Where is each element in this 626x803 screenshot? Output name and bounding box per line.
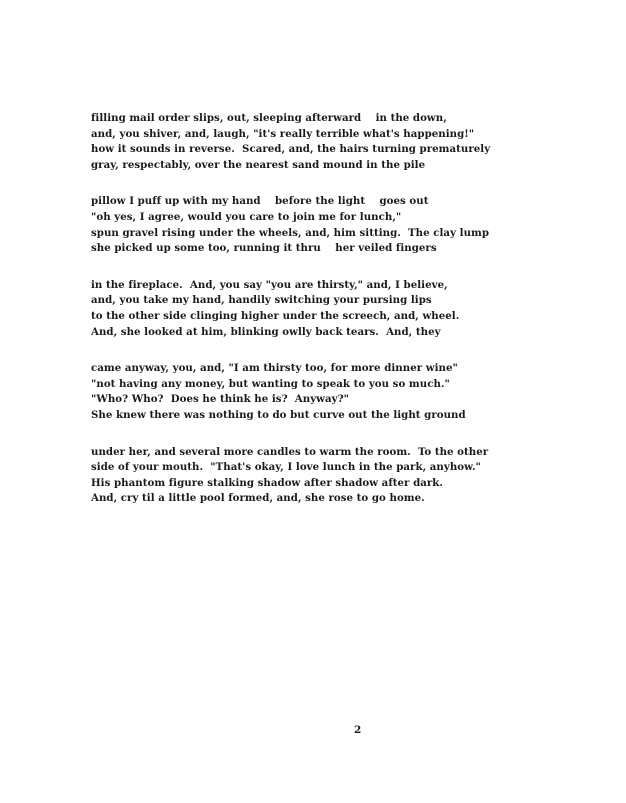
poem-line: filling mail order slips, out, sleeping afterward in the down,	[91, 112, 447, 124]
poem-line: gray, respectably, over the nearest sand mound in the pile	[91, 158, 426, 171]
stanza-2	[91, 194, 601, 256]
poem-line: His phantom figure stalking shadow after shadow after dark.	[91, 476, 444, 489]
poem-line: and, you shiver, and, laugh, "it's really terrible what's happening!"	[91, 127, 475, 140]
poem-line: And, cry til a little pool formed, and, she rose to go home.	[91, 492, 425, 505]
poem-line: "oh yes, I agree, would you care to join me for lunch,"	[91, 210, 402, 223]
page-number: 2	[354, 724, 362, 736]
poem-line: spun gravel rising under the wheels, and, him sitting. The clay lump	[91, 226, 490, 239]
poem-line: side of your mouth. "That's okay, I love lunch in the park, anyhow."	[91, 461, 481, 474]
poem-line: in the fireplace. And, you say "you are thirsty," and, I believe,	[91, 278, 448, 291]
poem-line: came anyway, you, and, "I am thirsty too, for more dinner wine"	[91, 362, 458, 375]
poem-line: "not having any money, but wanting to speak to you so much."	[91, 377, 450, 390]
stanza-4	[91, 361, 601, 423]
poem-line: "Who? Who? Does he think he is? Anyway?"	[91, 393, 349, 406]
poem-line: She knew there was nothing to do but curve out the light ground	[91, 408, 466, 421]
poem-line: and, you take my hand, handily switching your pursing lips	[91, 294, 432, 307]
poem-line: she picked up some too, running it thru her veiled fingers	[91, 242, 437, 255]
poem-line: to the other side clinging higher under the screech, and, wheel.	[91, 309, 460, 322]
stanza-1	[91, 111, 601, 173]
stanza-5	[91, 445, 601, 507]
poem-line: pillow I puff up with my hand before the light goes out	[91, 195, 429, 208]
poem-line: how it sounds in reverse. Scared, and, the hairs turning prematurely	[91, 143, 491, 156]
poem-line: under her, and several more candles to warm the room. To the other	[91, 445, 489, 458]
stanza-3	[91, 278, 601, 340]
poem-line: And, she looked at him, blinking owlly back tears. And, they	[91, 325, 441, 338]
poem-body	[91, 111, 601, 528]
